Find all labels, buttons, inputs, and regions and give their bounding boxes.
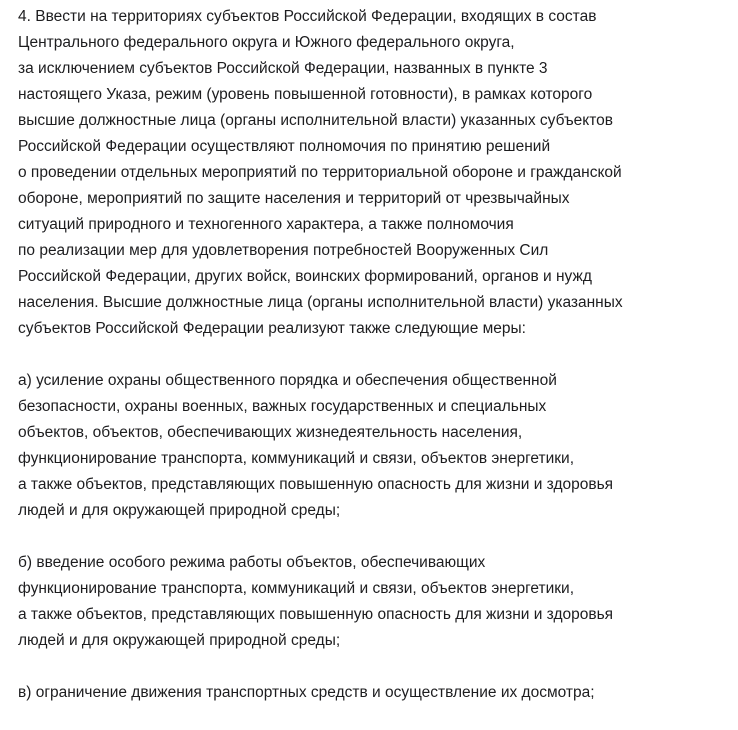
- text-line: высшие должностные лица (органы исполнительной власти) указанных субъектов: [18, 112, 613, 129]
- paragraph-spacer: [18, 654, 738, 680]
- text-line: а также объектов, представляющих повышенную опасность для жизни и здоровья: [18, 476, 614, 493]
- text-line: Центрального федерального округа и Южного федерального округа,: [18, 34, 515, 51]
- text-line: населения. Высшие должностные лица (органы исполнительной власти) указанных: [18, 294, 623, 311]
- text-line: по реализации мер для удовлетворения потребностей Вооруженных Сил: [18, 242, 549, 259]
- subparagraph-v: [18, 680, 738, 706]
- text-line: в) ограничение движения транспортных средств и осуществление их досмотра;: [18, 684, 595, 701]
- text-line: а) усиление охраны общественного порядка и обеспечения общественной: [18, 372, 557, 389]
- text-line: безопасности, охраны военных, важных государственных и специальных: [18, 398, 547, 415]
- text-line: за исключением субъектов Российской Федерации, названных в пункте 3: [18, 60, 548, 77]
- text-line: Российской Федерации, других войск, воинских формирований, органов и нужд: [18, 268, 592, 285]
- text-line: функционирование транспорта, коммуникаций и связи, объектов энергетики,: [18, 450, 574, 467]
- text-line: ситуаций природного и техногенного характера, а также полномочия: [18, 216, 514, 233]
- text-line: субъектов Российской Федерации реализуют также следующие меры:: [18, 320, 526, 337]
- text-line: б) введение особого режима работы объектов, обеспечивающих: [18, 554, 486, 571]
- text-line: обороне, мероприятий по защите населения и территорий от чрезвычайных: [18, 190, 570, 207]
- paragraph-spacer: [18, 342, 738, 368]
- text-line: людей и для окружающей природной среды;: [18, 502, 341, 519]
- subparagraph-b: [18, 550, 738, 654]
- text-line: объектов, объектов, обеспечивающих жизнедеятельность населения,: [18, 424, 523, 441]
- text-line: Российской Федерации осуществляют полномочия по принятию решений: [18, 138, 551, 155]
- text-line: а также объектов, представляющих повышенную опасность для жизни и здоровья: [18, 606, 614, 623]
- text-line: настоящего Указа, режим (уровень повышенной готовности), в рамках которого: [18, 86, 593, 103]
- paragraph-spacer: [18, 524, 738, 550]
- text-line: функционирование транспорта, коммуникаций и связи, объектов энергетики,: [18, 580, 574, 597]
- paragraph-4: [18, 4, 738, 342]
- subparagraph-a: [18, 368, 738, 524]
- text-line: 4. Ввести на территориях субъектов Российской Федерации, входящих в состав: [18, 8, 597, 25]
- text-line: людей и для окружающей природной среды;: [18, 632, 341, 649]
- text-line: о проведении отдельных мероприятий по территориальной обороне и гражданской: [18, 164, 622, 181]
